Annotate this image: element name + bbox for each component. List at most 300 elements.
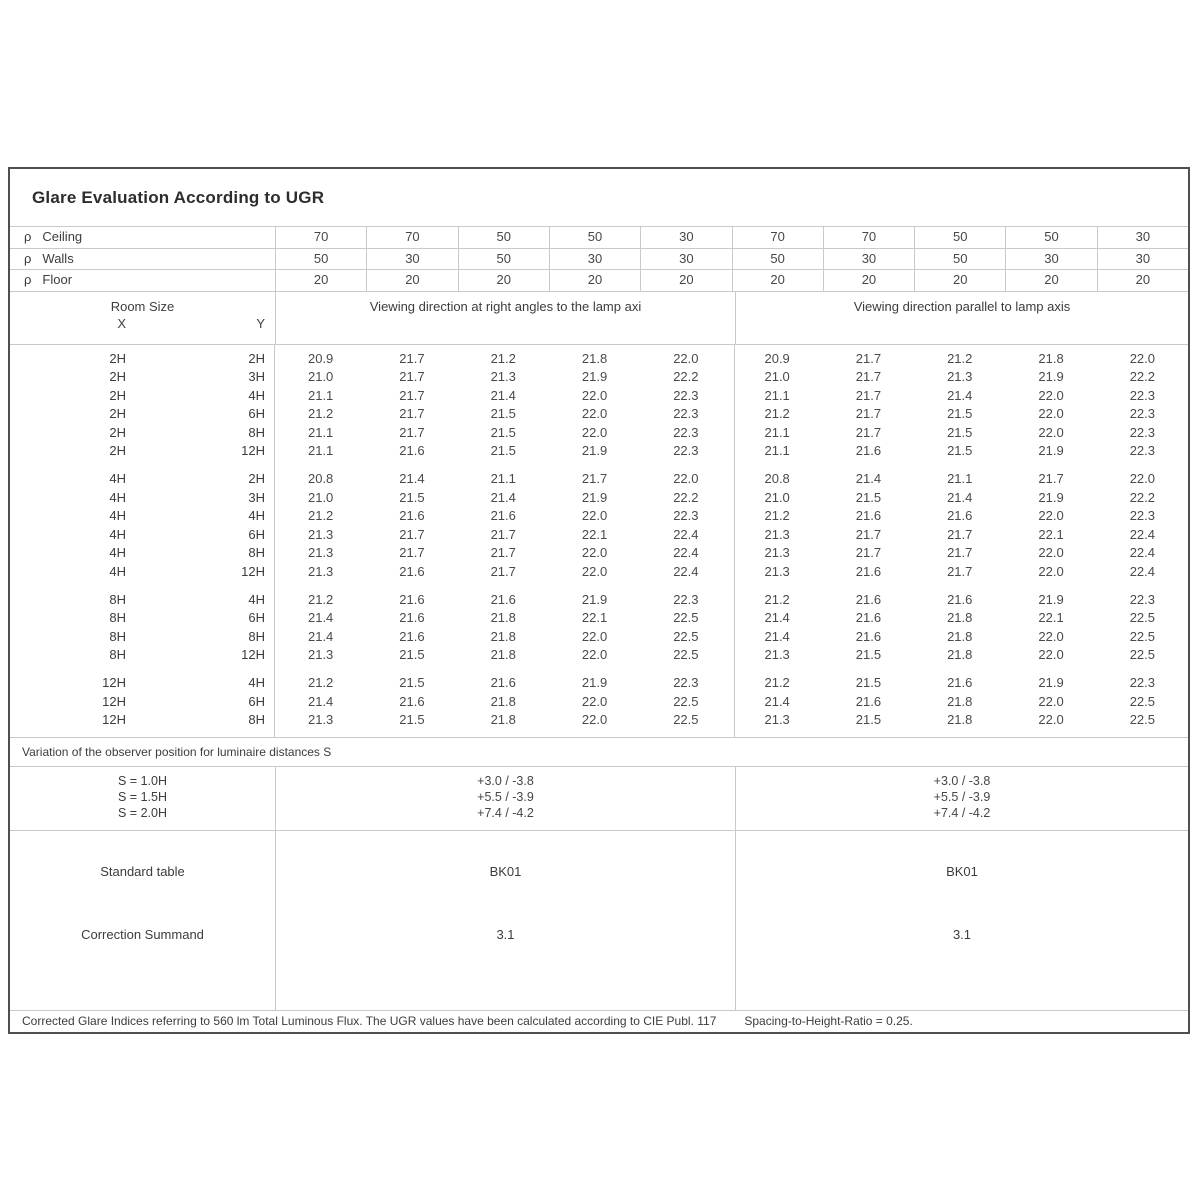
reflectance-value-cell: 50	[914, 227, 1005, 248]
ugr-value-cell: 21.8	[1038, 350, 1064, 366]
ugr-value-cell: 22.0	[1038, 628, 1064, 644]
ugr-value-cell: 21.7	[490, 545, 516, 561]
reflectance-value-cell: 50	[458, 249, 549, 270]
reflectance-value-cell: 30	[366, 249, 457, 270]
table-row	[10, 544, 1188, 563]
ugr-value-cell: 21.5	[490, 424, 516, 440]
ugr-value-cell: 22.4	[673, 526, 699, 542]
ugr-value-cell: 22.0	[1038, 424, 1064, 440]
ugr-value-cell: 21.7	[399, 406, 425, 422]
ugr-value-cell: 21.5	[947, 406, 973, 422]
ugr-value-cell: 22.3	[1129, 406, 1155, 422]
reflectance-value-cell: 20	[366, 270, 457, 291]
room-size-x-cell: 4H	[109, 545, 126, 561]
ugr-value-cell: 21.8	[490, 628, 516, 644]
correction-summand-label: Correction Summand	[81, 926, 204, 942]
ugr-value-cell: 22.0	[581, 387, 608, 403]
row-group	[10, 470, 1188, 582]
ugr-value-cell: 22.3	[673, 508, 699, 524]
table-header-row	[10, 292, 1188, 345]
ugr-value-cell: 21.7	[399, 424, 425, 440]
spacing-values-right-angles	[275, 767, 735, 830]
ugr-value-cell: 21.3	[764, 712, 790, 728]
ugr-value-cell: 21.5	[855, 675, 882, 690]
ugr-value-cell: 21.8	[947, 647, 973, 663]
summary-labels	[10, 831, 275, 1010]
ugr-value-cell: 22.1	[1038, 610, 1064, 626]
ugr-value-cell: 21.7	[399, 526, 425, 542]
row-groups	[10, 350, 1188, 730]
summary-section	[10, 831, 1188, 1011]
reflectance-value-cell: 30	[640, 227, 731, 248]
ugr-value-cell: 22.3	[673, 387, 699, 403]
ugr-value-cell: 20.9	[764, 350, 790, 366]
table-row	[10, 646, 1188, 665]
ugr-value-cell: 21.1	[307, 424, 334, 440]
page-title: Glare Evaluation According to UGR	[32, 187, 325, 207]
ugr-value-cell: 21.6	[855, 628, 882, 644]
ugr-value-cell: 22.3	[1129, 443, 1155, 459]
ugr-value-cell: 21.2	[947, 350, 973, 366]
room-size-y-cell: 12H	[241, 443, 265, 459]
ugr-value-cell: 21.8	[490, 712, 516, 728]
ugr-value-cell: 21.1	[947, 471, 973, 487]
room-size-y-cell: 8H	[248, 628, 265, 644]
standard-table-label: Standard table	[100, 863, 185, 879]
summary-values-right-angles	[275, 831, 735, 1010]
ugr-value-cell: 21.6	[855, 591, 882, 607]
correction-summand-value: 3.1	[496, 926, 515, 942]
ugr-value-cell: 21.1	[764, 387, 790, 403]
room-size-y-cell: 6H	[248, 693, 265, 709]
ugr-value-cell: 21.7	[855, 406, 882, 422]
ugr-value-cell: 21.3	[490, 369, 516, 385]
ugr-value-cell: 21.5	[855, 647, 882, 663]
spacing-correction-value: +5.5 / -3.9	[477, 789, 534, 804]
ugr-value-cell: 22.3	[1129, 424, 1155, 440]
ugr-value-cell: 21.7	[855, 369, 882, 385]
spacing-correction-value: +3.0 / -3.8	[477, 773, 534, 788]
ugr-value-cell: 21.4	[307, 610, 334, 626]
spacing-label: S = 1.0H	[118, 773, 167, 788]
reflectance-rows	[10, 226, 1188, 292]
room-size-y-cell: 12H	[241, 564, 265, 580]
reflectance-value-cell: 70	[732, 227, 823, 248]
ugr-value-cell: 21.7	[490, 564, 516, 580]
reflectance-row	[10, 270, 1188, 292]
ugr-value-cell: 21.7	[855, 526, 882, 542]
ugr-value-cell: 22.3	[673, 591, 699, 607]
spacing-label: S = 2.0H	[118, 805, 167, 820]
ugr-value-cell: 22.0	[1038, 647, 1064, 663]
ugr-value-cell: 22.5	[1129, 647, 1155, 663]
room-size-x-cell: 4H	[109, 564, 126, 580]
ugr-value-cell: 22.4	[1129, 526, 1155, 542]
ugr-value-cell: 21.4	[947, 387, 973, 403]
reflectance-value-cell: 20	[640, 270, 731, 291]
ugr-value-cell: 21.5	[399, 489, 425, 505]
table-row	[10, 526, 1188, 545]
reflectance-row	[10, 249, 1188, 271]
ugr-value-cell: 21.0	[764, 369, 790, 385]
ugr-value-cell: 21.4	[490, 489, 516, 505]
footer-note: Corrected Glare Indices referring to 560 lm Total Luminous Flux. The UGR values have been calculated according to CIE Publ. 117	[22, 1014, 717, 1029]
ugr-table	[8, 167, 1190, 1034]
ugr-value-cell: 21.3	[764, 647, 790, 663]
reflectance-value-cell: 30	[1097, 249, 1188, 270]
ugr-value-cell: 20.8	[764, 471, 790, 487]
ugr-value-cell: 22.4	[673, 545, 699, 561]
ugr-value-cell: 21.6	[399, 508, 425, 524]
ugr-value-cell: 21.4	[764, 693, 790, 709]
ugr-value-cell: 21.2	[307, 675, 334, 690]
reflectance-value-cell: 20	[549, 270, 640, 291]
variation-note-row	[10, 738, 1188, 767]
ugr-value-cell: 21.5	[947, 443, 973, 459]
ugr-value-cell: 22.0	[581, 508, 608, 524]
standard-table-value: BK01	[489, 863, 522, 879]
ugr-value-cell: 22.3	[1129, 591, 1155, 607]
ugr-value-cell: 22.3	[1129, 387, 1155, 403]
ugr-value-cell: 21.4	[490, 387, 516, 403]
room-size-header	[10, 292, 275, 344]
table-row	[10, 563, 1188, 582]
ugr-value-cell: 21.6	[399, 591, 425, 607]
reflectance-row	[10, 227, 1188, 249]
table-row	[10, 424, 1188, 443]
room-size-y-cell: 4H	[248, 508, 265, 524]
reflectance-surface-name: Floor	[42, 272, 73, 287]
spacing-correction-value: +7.4 / -4.2	[933, 805, 991, 820]
ugr-value-cell: 22.0	[581, 712, 608, 728]
ugr-value-cell: 22.0	[581, 647, 608, 663]
ugr-values-area	[10, 345, 1188, 738]
room-size-x-cell: 4H	[109, 471, 126, 487]
ugr-value-cell: 22.0	[581, 693, 608, 709]
spacing-labels	[10, 767, 275, 830]
ugr-value-cell: 21.8	[947, 712, 973, 728]
ugr-value-cell: 21.5	[490, 406, 516, 422]
room-size-x-cell: 2H	[109, 369, 126, 385]
ugr-value-cell: 22.2	[1129, 489, 1155, 505]
ugr-value-cell: 22.3	[1129, 508, 1155, 524]
ugr-value-cell: 22.5	[673, 610, 699, 626]
ugr-value-cell: 22.0	[1038, 712, 1064, 728]
reflectance-value-cell: 50	[275, 249, 366, 270]
xy-header	[10, 316, 275, 331]
ugr-value-cell: 21.6	[947, 675, 973, 690]
ugr-value-cell: 21.2	[307, 406, 334, 422]
room-size-y-cell: 6H	[248, 406, 265, 422]
ugr-value-cell: 22.5	[1129, 628, 1155, 644]
ugr-value-cell: 21.7	[855, 545, 882, 561]
table-row	[10, 387, 1188, 406]
ugr-value-cell: 21.3	[764, 564, 790, 580]
reflectance-value-cell: 70	[823, 227, 914, 248]
ugr-value-cell: 22.5	[673, 693, 699, 709]
ugr-value-cell: 22.2	[673, 369, 699, 385]
ugr-value-cell: 22.0	[581, 564, 608, 580]
room-size-y-cell: 3H	[248, 489, 265, 505]
room-size-x-cell: 8H	[109, 647, 126, 663]
ugr-value-cell: 21.6	[855, 610, 882, 626]
ugr-value-cell: 22.2	[1129, 369, 1155, 385]
ugr-value-cell: 22.4	[1129, 545, 1155, 561]
room-size-x-cell: 8H	[109, 591, 126, 607]
reflectance-value-cell: 30	[640, 249, 731, 270]
table-row	[10, 442, 1188, 461]
table-row	[10, 470, 1188, 489]
ugr-value-cell: 21.7	[947, 526, 973, 542]
ugr-value-cell: 22.5	[1129, 712, 1155, 728]
ugr-value-cell: 21.6	[947, 591, 973, 607]
ugr-value-cell: 21.6	[855, 693, 882, 709]
ugr-value-cell: 21.2	[307, 591, 334, 607]
ugr-value-cell: 22.5	[673, 628, 699, 644]
ugr-value-cell: 22.3	[673, 675, 699, 690]
ugr-value-cell: 21.9	[581, 489, 608, 505]
summary-values-parallel	[735, 831, 1188, 1010]
variation-note: Variation of the observer position for luminaire distances S	[22, 744, 332, 759]
ugr-value-cell: 21.7	[855, 350, 882, 366]
ugr-value-cell: 21.6	[855, 564, 882, 580]
ugr-value-cell: 21.2	[764, 406, 790, 422]
ugr-value-cell: 22.3	[673, 443, 699, 459]
room-size-x-cell: 2H	[109, 443, 126, 459]
room-size-x-cell: 2H	[109, 406, 126, 422]
ugr-value-cell: 22.0	[1038, 564, 1064, 580]
ugr-value-cell: 22.0	[581, 406, 608, 422]
table-row	[10, 693, 1188, 712]
room-size-y-cell: 3H	[248, 369, 265, 385]
ugr-value-cell: 20.9	[307, 350, 334, 366]
ugr-value-cell: 21.1	[490, 471, 516, 487]
rho-symbol: ρ	[24, 229, 32, 244]
ugr-value-cell: 22.3	[673, 424, 699, 440]
row-group	[10, 674, 1188, 730]
reflectance-surface-name: Walls	[42, 250, 74, 266]
table-row	[10, 507, 1188, 526]
ugr-value-cell: 21.0	[764, 489, 790, 505]
ugr-value-cell: 22.0	[673, 350, 699, 366]
ugr-value-cell: 22.0	[673, 471, 699, 487]
viewing-direction-parallel-header: Viewing direction parallel to lamp axis	[735, 292, 1188, 344]
ugr-value-cell: 22.2	[673, 489, 699, 505]
table-row	[10, 674, 1188, 693]
reflectance-value-cell: 20	[732, 270, 823, 291]
ugr-value-cell: 21.7	[855, 387, 882, 403]
reflectance-value-cell: 70	[275, 227, 366, 248]
ugr-value-cell: 21.6	[855, 443, 882, 459]
reflectance-value-cell: 20	[823, 270, 914, 291]
room-size-y-cell: 2H	[248, 471, 265, 487]
ugr-value-cell: 21.6	[399, 628, 425, 644]
reflectance-value-cell: 20	[458, 270, 549, 291]
ugr-value-cell: 22.1	[581, 610, 608, 626]
table-row	[10, 489, 1188, 508]
y-column-header: Y	[256, 315, 265, 331]
room-size-y-cell: 6H	[248, 526, 265, 542]
half-divider	[734, 345, 735, 737]
ugr-value-cell: 21.6	[947, 508, 973, 524]
rho-symbol: ρ	[24, 272, 32, 287]
room-size-y-cell: 2H	[248, 350, 265, 366]
footer-note-row	[10, 1011, 1188, 1032]
table-row	[10, 591, 1188, 610]
room-size-label: Room Size	[110, 298, 175, 314]
ugr-value-cell: 22.1	[581, 526, 608, 542]
ugr-value-cell: 21.3	[947, 369, 973, 385]
ugr-value-cell: 21.5	[490, 443, 516, 459]
ugr-value-cell: 21.7	[855, 424, 882, 440]
ugr-value-cell: 22.3	[673, 406, 699, 422]
room-size-x-cell: 2H	[109, 387, 126, 403]
reflectance-value-cell: 50	[1005, 227, 1096, 248]
ugr-value-cell: 21.6	[399, 693, 425, 709]
ugr-value-cell: 21.2	[764, 508, 790, 524]
spacing-height-ratio: Spacing-to-Height-Ratio = 0.25.	[744, 1014, 913, 1029]
ugr-value-cell: 21.5	[399, 712, 425, 728]
room-size-y-cell: 8H	[248, 712, 265, 728]
ugr-value-cell: 22.0	[1038, 545, 1064, 561]
ugr-value-cell: 21.6	[399, 443, 425, 459]
x-column-header: X	[117, 315, 126, 331]
room-size-y-cell: 6H	[248, 610, 265, 626]
room-size-x-cell: 8H	[109, 610, 126, 626]
spacing-variation-row	[10, 767, 1188, 831]
ugr-value-cell: 21.9	[1038, 443, 1064, 459]
room-size-x-cell: 4H	[109, 526, 126, 542]
ugr-value-cell: 22.5	[673, 647, 699, 663]
spacing-correction-value: +7.4 / -4.2	[477, 805, 534, 820]
ugr-value-cell: 21.6	[855, 508, 882, 524]
ugr-value-cell: 21.0	[307, 489, 334, 505]
ugr-value-cell: 22.0	[1038, 693, 1064, 709]
ugr-value-cell: 21.1	[764, 443, 790, 459]
ugr-value-cell: 21.4	[399, 471, 425, 487]
reflectance-value-cell: 50	[914, 249, 1005, 270]
ugr-value-cell: 21.2	[307, 508, 334, 524]
ugr-value-cell: 21.4	[947, 489, 973, 505]
spacing-values-parallel	[735, 767, 1188, 830]
ugr-value-cell: 21.1	[764, 424, 790, 440]
reflectance-row-label	[10, 249, 275, 270]
ugr-value-cell: 22.4	[1129, 564, 1155, 580]
ugr-value-cell: 22.4	[673, 564, 699, 580]
reflectance-value-cell: 70	[366, 227, 457, 248]
ugr-value-cell: 21.9	[581, 675, 608, 690]
ugr-value-cell: 22.0	[1038, 406, 1064, 422]
ugr-value-cell: 21.4	[764, 628, 790, 644]
ugr-value-cell: 21.5	[855, 489, 882, 505]
ugr-value-cell: 21.4	[307, 628, 334, 644]
room-size-y-cell: 12H	[241, 647, 265, 663]
room-size-x-cell: 2H	[109, 350, 126, 366]
room-size-y-cell: 8H	[248, 545, 265, 561]
ugr-value-cell: 21.7	[399, 387, 425, 403]
rho-symbol: ρ	[24, 250, 32, 266]
reflectance-value-cell: 50	[549, 227, 640, 248]
reflectance-surface-name: Ceiling	[42, 229, 83, 244]
ugr-value-cell: 21.5	[399, 675, 425, 690]
room-size-y-cell: 4H	[248, 675, 265, 690]
ugr-value-cell: 21.3	[307, 647, 334, 663]
ugr-value-cell: 21.6	[490, 591, 516, 607]
ugr-value-cell: 21.8	[947, 693, 973, 709]
ugr-value-cell: 21.8	[947, 628, 973, 644]
ugr-value-cell: 22.5	[673, 712, 699, 728]
ugr-value-cell: 21.5	[947, 424, 973, 440]
table-row	[10, 609, 1188, 628]
ugr-value-cell: 21.5	[855, 712, 882, 728]
reflectance-value-cell: 30	[1005, 249, 1096, 270]
reflectance-value-cell: 20	[1097, 270, 1188, 291]
ugr-value-cell: 21.8	[490, 647, 516, 663]
ugr-value-cell: 22.0	[1038, 508, 1064, 524]
room-size-x-cell: 12H	[102, 712, 126, 728]
viewing-direction-right-angles-header: Viewing direction at right angles to the lamp axi	[275, 292, 735, 344]
ugr-value-cell: 21.6	[490, 675, 516, 690]
ugr-value-cell: 22.0	[1038, 387, 1064, 403]
room-size-x-cell: 8H	[109, 628, 126, 644]
ugr-value-cell: 21.9	[1038, 489, 1064, 505]
ugr-value-cell: 21.1	[307, 387, 334, 403]
ugr-value-cell: 21.3	[307, 526, 334, 542]
ugr-value-cell: 21.8	[947, 610, 973, 626]
ugr-value-cell: 21.4	[307, 693, 334, 709]
ugr-value-cell: 21.8	[490, 610, 516, 626]
reflectance-value-cell: 20	[1005, 270, 1096, 291]
row-group	[10, 350, 1188, 462]
ugr-value-cell: 21.6	[399, 610, 425, 626]
reflectance-row-label	[10, 227, 275, 248]
spacing-correction-value: +3.0 / -3.8	[933, 773, 991, 788]
ugr-value-cell: 21.7	[947, 545, 973, 561]
ugr-value-cell: 21.4	[764, 610, 790, 626]
ugr-value-cell: 21.9	[1038, 369, 1064, 385]
ugr-value-cell: 21.2	[764, 675, 790, 690]
room-size-x-cell: 4H	[109, 489, 126, 505]
room-size-x-cell: 4H	[109, 508, 126, 524]
ugr-value-cell: 21.7	[947, 564, 973, 580]
ugr-value-cell: 21.5	[399, 647, 425, 663]
reflectance-value-cell: 30	[823, 249, 914, 270]
ugr-value-cell: 21.8	[490, 693, 516, 709]
reflectance-value-cell: 30	[1097, 227, 1188, 248]
room-size-x-cell: 12H	[102, 693, 126, 709]
ugr-value-cell: 21.6	[490, 508, 516, 524]
ugr-value-cell: 21.9	[1038, 591, 1064, 607]
ugr-value-cell: 22.0	[581, 628, 608, 644]
spacing-correction-value: +5.5 / -3.9	[933, 789, 991, 804]
ugr-value-cell: 22.0	[581, 424, 608, 440]
column-divider	[274, 345, 275, 737]
spacing-label: S = 1.5H	[118, 789, 167, 804]
room-size-y-cell: 4H	[248, 591, 265, 607]
ugr-value-cell: 22.1	[1038, 526, 1064, 542]
ugr-value-cell: 21.4	[855, 471, 882, 487]
ugr-value-cell: 21.9	[1038, 675, 1064, 690]
ugr-value-cell: 21.7	[399, 369, 425, 385]
ugr-value-cell: 21.3	[307, 545, 334, 561]
ugr-value-cell: 21.9	[581, 443, 608, 459]
ugr-value-cell: 22.5	[1129, 610, 1155, 626]
ugr-value-cell: 21.3	[307, 712, 334, 728]
ugr-value-cell: 21.3	[764, 526, 790, 542]
room-size-y-cell: 8H	[248, 424, 265, 440]
title-row	[10, 169, 1188, 226]
ugr-value-cell: 21.7	[581, 471, 608, 487]
